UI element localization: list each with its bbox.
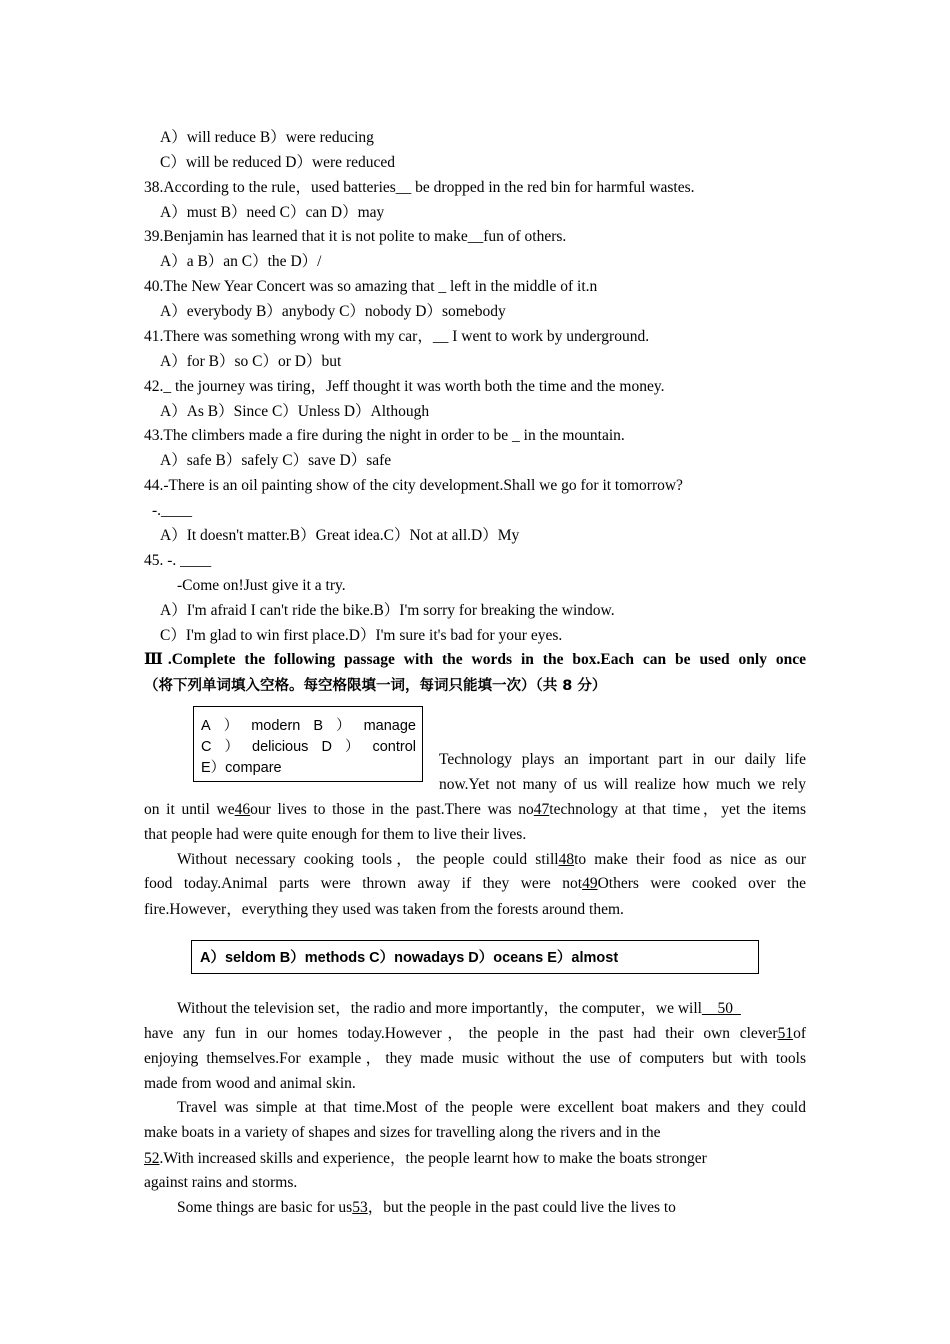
question-40-options: A）everybody B）anybody C）nobody D）somebody xyxy=(160,303,506,320)
passage-2-line-1: Without the television set，the radio and more importantly，the computer，we will__50_ xyxy=(177,1000,741,1017)
passage-2-line-4: made from wood and animal skin. xyxy=(144,1075,356,1092)
question-37-options-cd: C）will be reduced D）were reduced xyxy=(160,154,395,171)
word-box-1-row-2: C ） delicious D ） control xyxy=(201,739,416,755)
question-39: 39.Benjamin has learned that it is not polite to make__fun of others. xyxy=(144,228,567,245)
word-box-1-row-1: A ） modern B ） manage xyxy=(201,718,416,734)
passage-2-line-6: make boats in a variety of shapes and sizes for travelling along the rivers and in the xyxy=(144,1124,661,1141)
passage-2-line-3: enjoying themselves.For example，they made music without the use of computers but with tools xyxy=(144,1050,806,1067)
word-box-1-row-3: E）compare xyxy=(201,760,282,776)
question-44-answer-line: -.____ xyxy=(152,502,193,519)
question-39-options: A）a B）an C）the D）/ xyxy=(160,253,322,270)
passage-1-line-3: on it until we46our lives to those in the past.There was no47technology at that time，yet the items xyxy=(144,801,806,818)
passage-1-line-2: now.Yet not many of us will realize how much we rely xyxy=(439,776,806,793)
question-41: 41.There was something wrong with my car，__ I went to work by underground. xyxy=(144,328,650,345)
blank-51[interactable]: 51 xyxy=(777,1025,794,1042)
passage-1-line-1: Technology plays an important part in our daily life xyxy=(439,751,806,768)
blank-46[interactable]: 46 xyxy=(234,801,251,818)
word-box-1 xyxy=(193,706,423,782)
question-43-options: A）safe B）safely C）save D）safe xyxy=(160,452,392,469)
blank-52[interactable]: 52 xyxy=(144,1150,160,1167)
passage-2-line-9: Some things are basic for us53，but the people in the past could live the lives to xyxy=(177,1199,676,1216)
passage-2-line-2: have any fun in our homes today.However，the people in the past had their own clever51of xyxy=(144,1025,806,1042)
passage-2-line-7: 52.With increased skills and experience，the people learnt how to make the boats stronger xyxy=(144,1150,707,1167)
question-44-options: A）It doesn't matter.B）Great idea.C）Not at all.D）My xyxy=(160,527,520,544)
section-3-heading: Ⅲ.Complete the following passage with the words in the box.Each can be used only once xyxy=(144,651,806,668)
passage-2-line-5: Travel was simple at that time.Most of the people were excellent boat makers and they could xyxy=(177,1099,806,1116)
passage-1-line-4: that people had were quite enough for them to live their lives. xyxy=(144,826,527,843)
blank-50[interactable]: __50_ xyxy=(701,1000,741,1017)
question-37-options-ab: A）will reduce B）were reducing xyxy=(160,129,374,146)
question-45-options-cd: C）I'm glad to win first place.D）I'm sure it's bad for your eyes. xyxy=(160,627,563,644)
blank-48[interactable]: 48 xyxy=(558,851,575,868)
question-43: 43.The climbers made a fire during the night in order to be _ in the mountain. xyxy=(144,427,625,444)
question-41-options: A）for B）so C）or D）but xyxy=(160,353,342,370)
question-42: 42._ the journey was tiring，Jeff thought it was worth both the time and the money. xyxy=(144,378,665,395)
question-45: 45. -. ____ xyxy=(144,552,212,569)
word-box-2: A）seldom B）methods C）nowadays D）oceans E）almost xyxy=(191,940,759,974)
question-38: 38.According to the rule，used batteries__ be dropped in the red bin for harmful wastes. xyxy=(144,179,695,196)
passage-2-line-8: against rains and storms. xyxy=(144,1174,298,1191)
question-45-response: -Come on!Just give it a try. xyxy=(177,577,346,594)
section-3-instruction: （将下列单词填入空格。每空格限填一词，每词只能填一次）（共 8 分） xyxy=(144,678,607,694)
passage-1-line-7: fire.However，everything they used was taken from the forests around them. xyxy=(144,901,624,918)
question-45-options-ab: A）I'm afraid I can't ride the bike.B）I'm sorry for breaking the window. xyxy=(160,602,615,619)
passage-1-line-6: food today.Animal parts were thrown away if they were not49Others were cooked over the xyxy=(144,875,806,892)
question-38-options: A）must B）need C）can D）may xyxy=(160,204,385,221)
blank-47[interactable]: 47 xyxy=(533,801,550,818)
question-44: 44.-There is an oil painting show of the city development.Shall we go for it tomorrow? xyxy=(144,477,683,494)
blank-49[interactable]: 49 xyxy=(582,875,598,892)
question-40: 40.The New Year Concert was so amazing that _ left in the middle of it.n xyxy=(144,278,598,295)
passage-1-line-5: Without necessary cooking tools，the people could still48to make their food as nice as our xyxy=(177,851,806,868)
blank-53[interactable]: 53 xyxy=(352,1199,368,1216)
question-42-options: A）As B）Since C）Unless D）Although xyxy=(160,403,430,420)
